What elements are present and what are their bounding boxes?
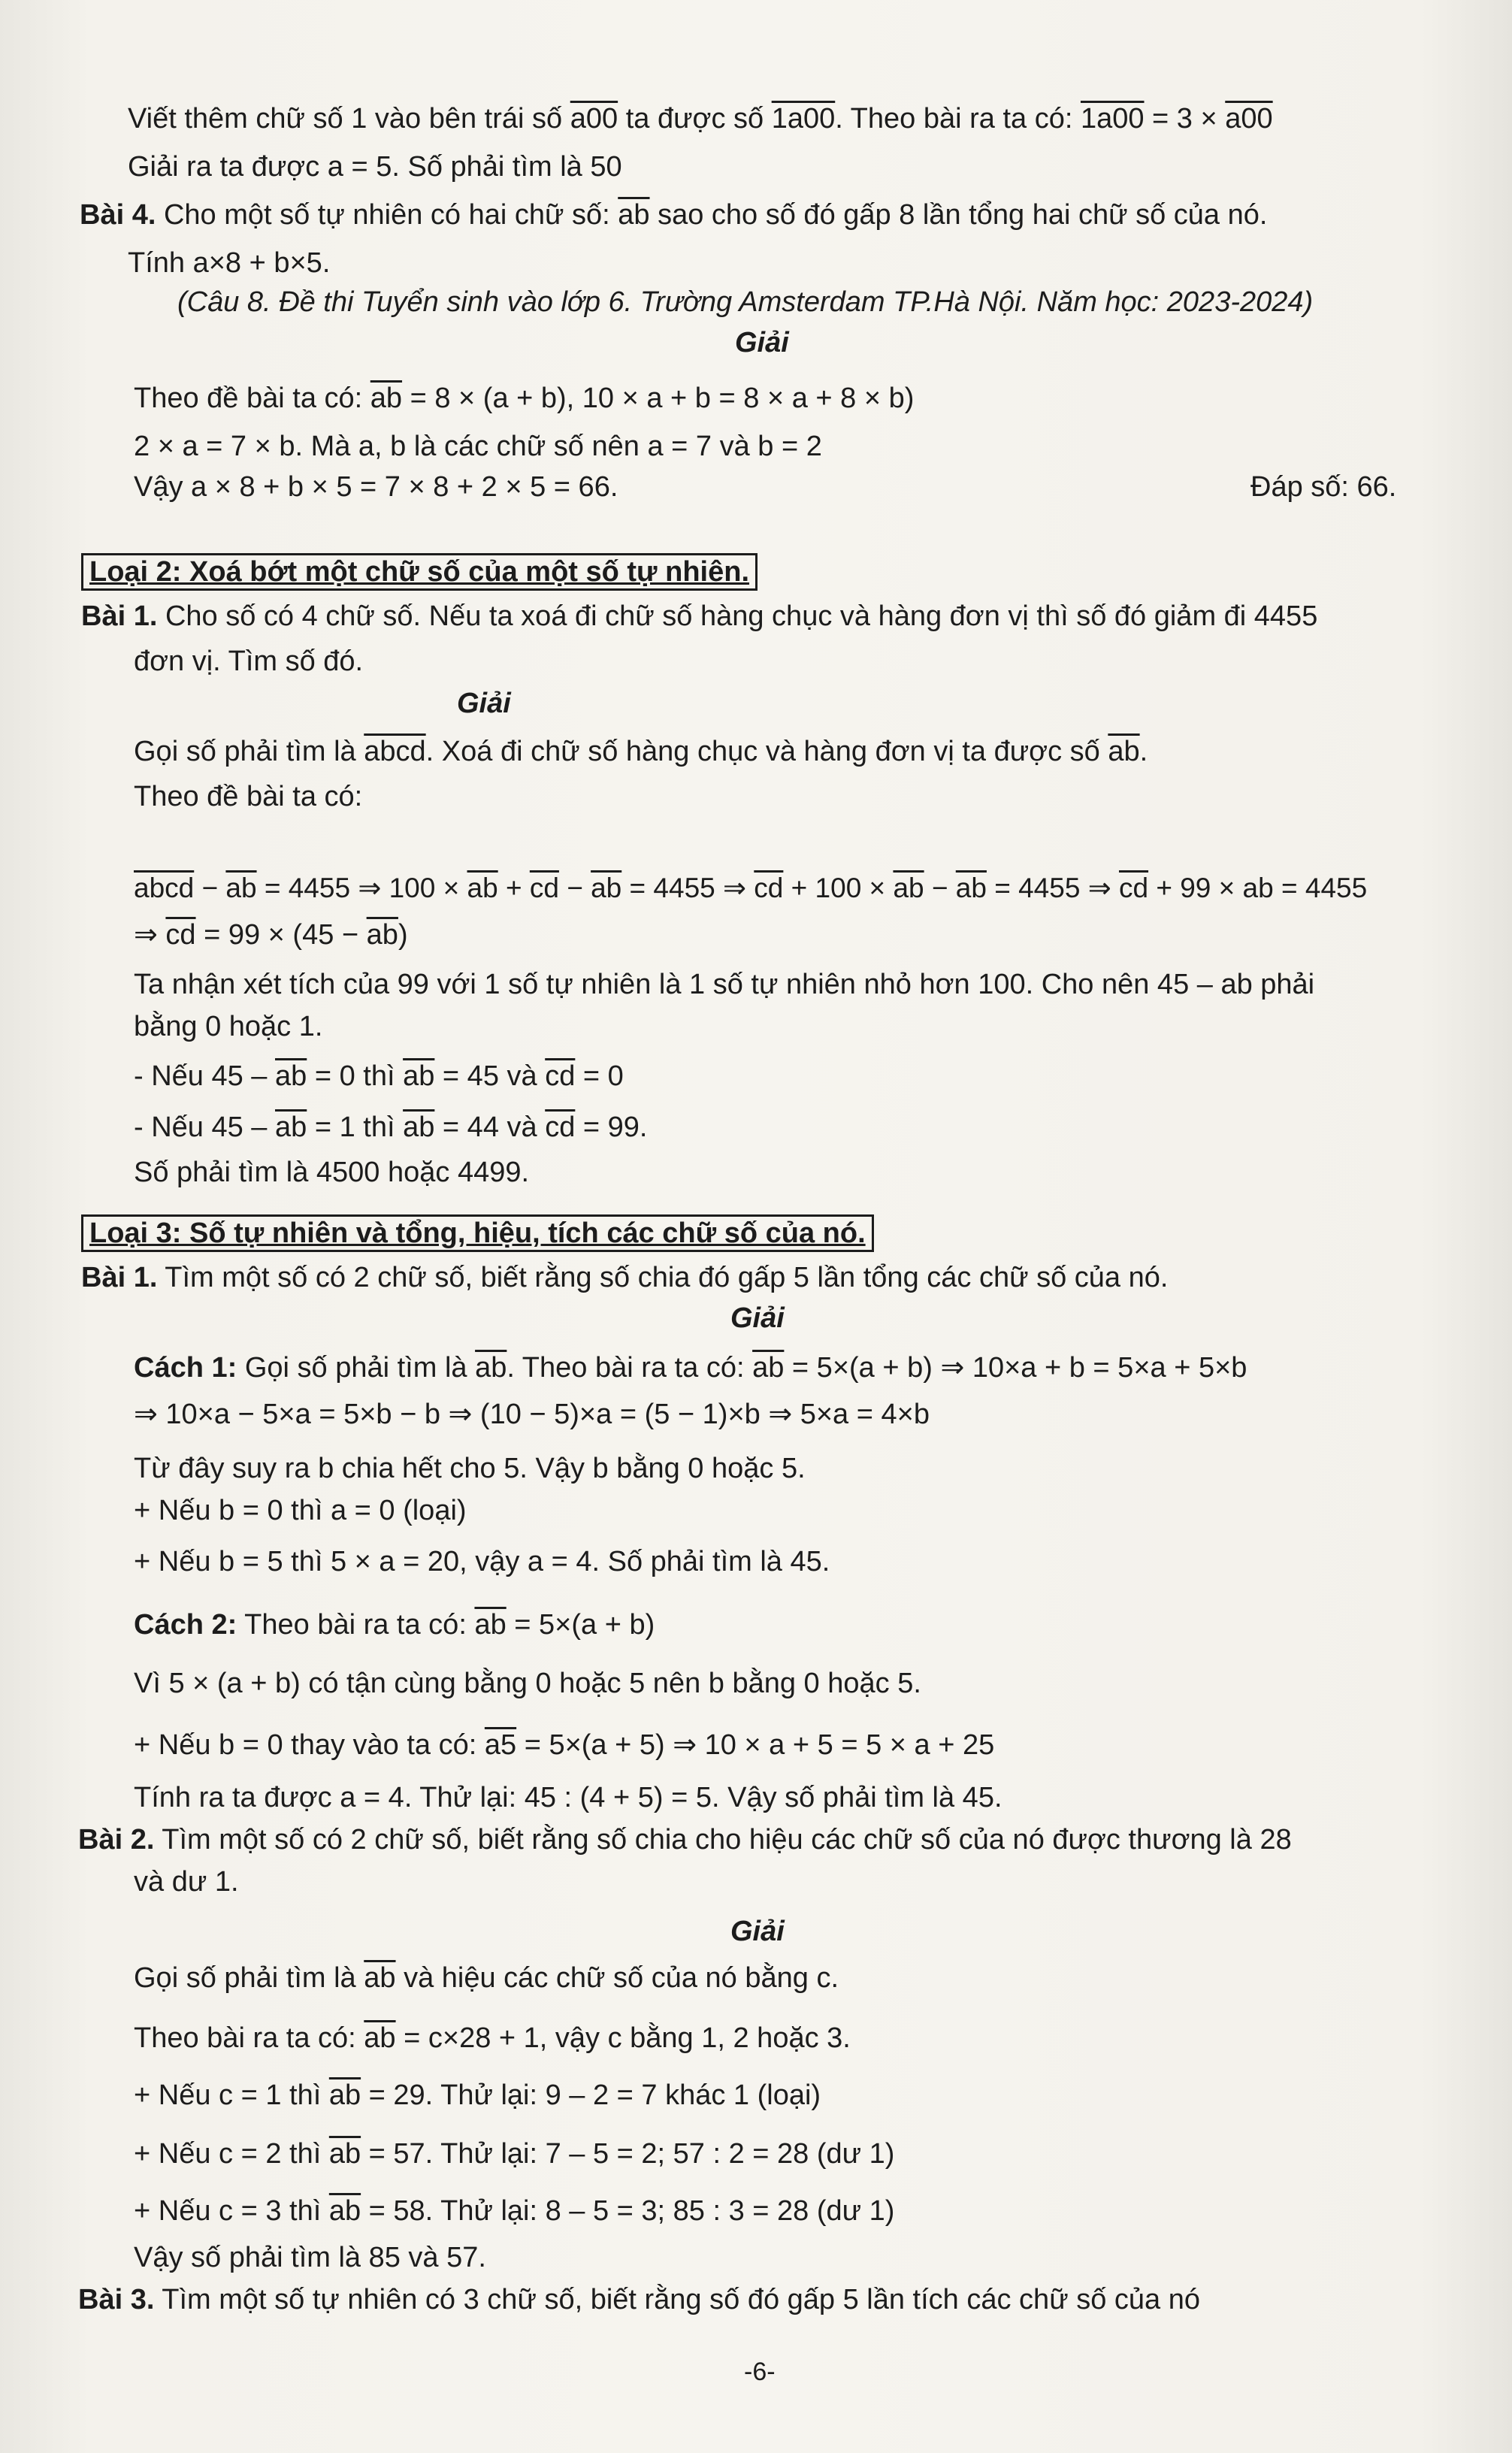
solution-heading: Giải <box>735 327 789 358</box>
text-line: Vậy số phải tìm là 85 và 57. <box>134 2242 486 2273</box>
text-line: Theo đề bài ta có: <box>134 781 363 812</box>
source-note: (Câu 8. Đề thi Tuyển sinh vào lớp 6. Trường Amsterdam TP.Hà Nội. Năm học: 2023-2024) <box>177 286 1314 318</box>
solution-heading: Giải <box>730 1302 785 1334</box>
text-line: + Nếu c = 2 thì $\overline{ab} = 57$. Thử lại: 7 – 5 = 2; 57 : 2 = 28 (dư 1) <box>134 2138 895 2170</box>
text-line: Gọi số phải tìm là $\overline{ab}$ và hiệu các chữ số của nó bằng c. <box>134 1962 839 1994</box>
text-line: đơn vị. Tìm số đó. <box>134 646 364 677</box>
text-line: Theo đề bài ta có: $\overline{ab} = 8 \times (a + b)$, 10 × a + b = 8 × a + 8 × b) <box>134 383 915 414</box>
exercise-statement: Bài 2. Tìm một số có 2 chữ số, biết rằng số chia cho hiệu các chữ số của nó được thương là 28 <box>78 1824 1292 1856</box>
text-line: Theo bài ra ta có: $\overline{ab} = c\times 28 + 1$, vậy c bằng 1, 2 hoặc 3. <box>134 2022 851 2054</box>
text-line: Cách 2: Theo bài ra ta có: $\overline{ab} = 5\times(a + b)$ <box>134 1609 655 1641</box>
text-line: + Nếu c = 1 thì $\overline{ab} = 29$. Thử lại: 9 – 2 = 7 khác 1 (loại) <box>134 2079 821 2111</box>
text-line: + Nếu b = 0 thì a = 0 (loại) <box>134 1495 467 1526</box>
exercise-statement: Bài 1. Cho số có 4 chữ số. Nếu ta xoá đi chữ số hàng chục và hàng đơn vị thì số đó giảm đi 4455 <box>81 600 1318 632</box>
text-line: Vì 5 × (a + b) có tận cùng bằng 0 hoặc 5 nên b bằng 0 hoặc 5. <box>134 1668 921 1699</box>
text-line: Tính a×8 + b×5. <box>128 247 331 279</box>
text-line: + Nếu b = 5 thì 5 × a = 20, vậy a = 4. Số phải tìm là 45. <box>134 1546 830 1577</box>
text-line: Ta nhận xét tích của 99 với 1 số tự nhiên là 1 số tự nhiên nhỏ hơn 100. Cho nên 45 – ab phải <box>134 969 1315 1000</box>
text-line: Gọi số phải tìm là abcd. Xoá đi chữ số hàng chục và hàng đơn vị ta được số $\overline{ab}$. <box>134 736 1148 767</box>
exercise-statement: Bài 4. Cho một số tự nhiên có hai chữ số: $\overline{ab}$ sao cho số đó gấp 8 lần tổng hai chữ số của nó. <box>80 199 1268 231</box>
exercise-statement: Bài 3. Tìm một số tự nhiên có 3 chữ số, biết rằng số đó gấp 5 lần tích các chữ số của nó <box>78 2284 1200 2315</box>
equation: ⇒ 10×a − 5×a = 5×b − b ⇒ (10 − 5)×a = (5 − 1)×b ⇒ 5×a = 4×b <box>134 1399 930 1430</box>
text-line: Tính ra ta được a = 4. Thử lại: 45 : (4 + 5) = 5. Vậy số phải tìm là 45. <box>134 1782 1002 1813</box>
section-box: Loại 3: Số tự nhiên và tổng, hiệu, tích các chữ số của nó. <box>81 1214 874 1252</box>
text-line: - Nếu $45 - \overline{ab} = 0$ thì $\overline{ab} = 45$ và $\overline{cd} = 0$ <box>134 1060 624 1092</box>
section-heading <box>81 553 758 591</box>
section-heading <box>81 1214 874 1252</box>
text-line: Vậy a × 8 + b × 5 = 7 × 8 + 2 × 5 = 66. <box>134 471 618 503</box>
text-line: 2 × a = 7 × b. Mà a, b là các chữ số nên a = 7 và b = 2 <box>134 431 822 462</box>
exercise-statement: Bài 1. Tìm một số có 2 chữ số, biết rằng số chia đó gấp 5 lần tổng các chữ số của nó. <box>81 1262 1169 1293</box>
equation: abcd − $\overline{ab} = 4455$ ⇒ $100 \times \overline{ab} + \overline{cd} - \overline{ab} = 4455$ ⇒ $\overline{cd} + 100 \times \overline{ab} - \overline{ab} = 4455$ ⇒ $\overline{cd} + 99$ × ab = 4455 <box>134 873 1368 903</box>
solution-heading: Giải <box>730 1916 785 1947</box>
text-line: Cách 1: Gọi số phải tìm là $\overline{ab}$. Theo bài ra ta có: $\overline{ab} = 5\times(a + b)$ ⇒ 10×a + b = 5×a + 5×b <box>134 1352 1247 1384</box>
text-line: + Nếu c = 3 thì $\overline{ab} = 58$. Thử lại: 8 – 5 = 3; 85 : 3 = 28 (dư 1) <box>134 2195 895 2227</box>
answer: Đáp số: 66. <box>1250 471 1397 503</box>
text-line: Viết thêm chữ số 1 vào bên trái số a00 ta được số 1a00. Theo bài ra ta có: 1a00 = 3 × a00 <box>128 103 1273 135</box>
equation: ⇒ $\overline{cd} = 99 \times (45 - \overline{ab})$ <box>134 919 408 951</box>
text-line: Giải ra ta được a = 5. Số phải tìm là 50 <box>128 151 622 183</box>
text-line: + Nếu b = 0 thay vào ta có: a5 = 5×(a + 5) ⇒ 10 × a + 5 = 5 × a + 25 <box>134 1729 995 1761</box>
text-line: và dư 1. <box>134 1866 239 1898</box>
section-box: Loại 2: Xoá bớt một chữ số của một số tự nhiên. <box>81 553 758 591</box>
text-line: Từ đây suy ra b chia hết cho 5. Vậy b bằng 0 hoặc 5. <box>134 1453 806 1484</box>
text-line: bằng 0 hoặc 1. <box>134 1011 323 1042</box>
text-line: - Nếu $45 - \overline{ab} = 1$ thì $\overline{ab} = 44$ và $\overline{cd} = 99$. <box>134 1112 648 1143</box>
solution-heading: Giải <box>457 688 511 719</box>
text-line: Số phải tìm là 4500 hoặc 4499. <box>134 1157 530 1188</box>
page-number: -6- <box>744 2358 776 2386</box>
